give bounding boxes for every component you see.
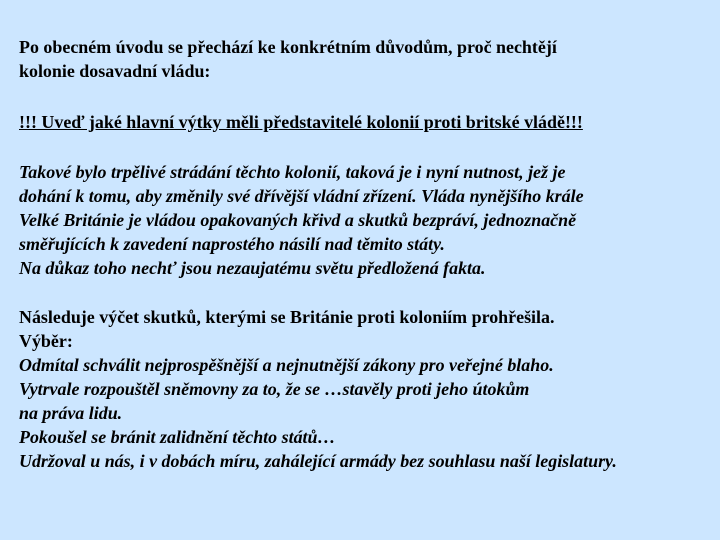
quote-line: směřujících k zavedení naprostého násilí nad těmito státy. — [19, 234, 445, 254]
quote-paragraph — [19, 160, 720, 280]
list-item: Odmítal schválit nejprospěšnější a nejnutnější zákony pro veřejné blaho. — [19, 355, 554, 375]
task-instruction — [19, 110, 720, 134]
intro-paragraph — [19, 35, 720, 83]
intro-line: Po obecném úvodu se přechází ke konkrétním důvodům, proč nechtějí — [19, 37, 557, 57]
list-label: Výběr: — [19, 331, 73, 351]
intro-line: kolonie dosavadní vládu: — [19, 61, 211, 81]
list-heading: Následuje výčet skutků, kterými se Británie proti koloniím prohřešila. — [19, 307, 555, 327]
grievance-list — [19, 305, 720, 473]
quote-line: Velké Británie je vládou opakovaných křivd a skutků bezpráví, jednoznačně — [19, 210, 577, 230]
quote-line: Takové bylo trpělivé strádání těchto kolonií, taková je i nyní nutnost, jež je — [19, 162, 566, 182]
task-text: !!! Uveď jaké hlavní výtky měli představitelé kolonií proti britské vládě!!! — [19, 112, 583, 132]
quote-line: Na důkaz toho nechť jsou nezaujatému světu předložená fakta. — [19, 258, 486, 278]
list-item: Udržoval u nás, i v dobách míru, zahálející armády bez souhlasu naší legislatury. — [19, 451, 617, 471]
list-item: Vytrvale rozpouštěl sněmovny za to, že se …stavěly proti jeho útokům — [19, 379, 530, 399]
list-item: na práva lidu. — [19, 403, 123, 423]
quote-line: dohání k tomu, aby změnily své dřívější vládní zřízení. Vláda nynějšího krále — [19, 186, 584, 206]
list-item: Pokoušel se bránit zalidnění těchto států… — [19, 427, 336, 447]
